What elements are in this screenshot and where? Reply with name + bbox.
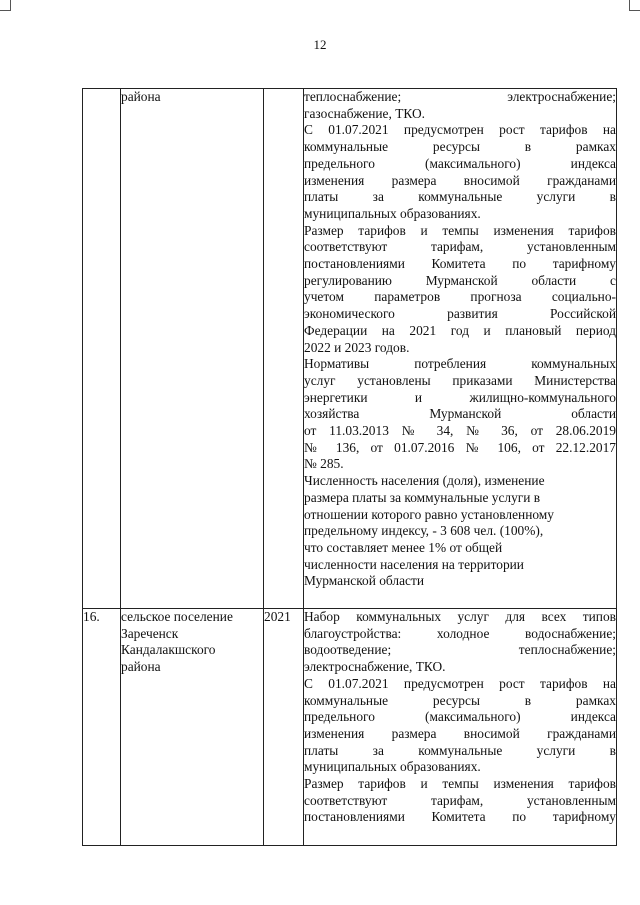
- description-line: численности населения на территории: [304, 556, 524, 572]
- description-line: Нормативы потребления коммунальных: [304, 356, 616, 372]
- description-line: водоотведение; теплоснабжение;: [304, 642, 616, 658]
- description-line: предельному индексу, - 3 608 чел. (100%),: [304, 523, 544, 539]
- description-line: энергетики и жилищно-коммунального: [304, 389, 616, 405]
- tariff-description-cell: [304, 609, 617, 846]
- description-line: Набор коммунальных услуг для всех типов: [304, 609, 616, 624]
- description-line: платы за коммунальные услуги в: [304, 742, 616, 758]
- municipality-line: Зареченск: [121, 625, 179, 641]
- row-number-cell: 16.: [83, 609, 121, 846]
- municipality-tariff-table: [82, 88, 617, 846]
- description-line: № 285.: [304, 456, 344, 472]
- municipality-cell: [121, 609, 264, 846]
- description-line: соответствуют тарифам, установленным: [304, 239, 616, 255]
- description-line: от 11.03.2013 № 34, № 36, от 28.06.2019: [304, 423, 616, 439]
- description-line: предельного (максимального) индекса: [304, 155, 616, 171]
- description-line: экономического развития Российской: [304, 306, 616, 322]
- municipality-line: Кандалакшского: [121, 642, 216, 658]
- description-line: муниципальных образованиях.: [304, 759, 481, 775]
- description-line: соответствуют тарифам, установленным: [304, 792, 616, 808]
- description-line: постановлениями Комитета по тарифному: [304, 256, 616, 272]
- municipality-cell: [121, 89, 264, 609]
- description-line: изменения размера вносимой гражданами: [304, 172, 616, 188]
- description-line: предельного (максимального) индекса: [304, 709, 616, 725]
- page-number: 12: [313, 37, 327, 52]
- description-line: № 136, от 01.07.2016 № 106, от 22.12.2017: [304, 439, 616, 455]
- table-row: [83, 609, 617, 846]
- year-cell: 2021: [264, 609, 304, 846]
- description-line: газоснабжение, ТКО.: [304, 105, 425, 121]
- description-line: электроснабжение, ТКО.: [304, 659, 446, 675]
- scan-corner-mark-right: [629, 0, 640, 11]
- table-row: [83, 89, 617, 609]
- year-cell: [264, 89, 304, 609]
- municipality-line: района: [121, 89, 161, 104]
- description-line: размера платы за коммунальные услуги в: [304, 489, 541, 505]
- tariff-description-cell: [304, 89, 617, 609]
- scan-corner-mark-left: [0, 0, 11, 11]
- description-line: благоустройства: холодное водоснабжение;: [304, 625, 616, 641]
- description-line: муниципальных образованиях.: [304, 205, 481, 221]
- description-line: учетом параметров прогноза социально-: [304, 289, 616, 305]
- description-line: услуг установлены приказами Министерства: [304, 372, 616, 388]
- description-line: С 01.07.2021 предусмотрен рост тарифов на: [304, 675, 616, 691]
- row-number-cell: [83, 89, 121, 609]
- description-line: коммунальные ресурсы в рамках: [304, 139, 616, 155]
- description-line: что составляет менее 1% от общей: [304, 539, 503, 555]
- description-line: 2022 и 2023 годов.: [304, 339, 410, 355]
- description-line: Федерации на 2021 год и плановый период: [304, 322, 616, 338]
- description-line: хозяйства Мурманской области: [304, 406, 616, 422]
- description-line: Мурманской области: [304, 573, 424, 589]
- description-line: С 01.07.2021 предусмотрен рост тарифов на: [304, 122, 616, 138]
- description-line: коммунальные ресурсы в рамках: [304, 692, 616, 708]
- description-line: теплоснабжение; электроснабжение;: [304, 89, 616, 104]
- description-line: изменения размера вносимой гражданами: [304, 725, 616, 741]
- municipality-line: сельское поселение: [121, 609, 233, 624]
- description-line: Размер тарифов и темпы изменения тарифов: [304, 776, 616, 792]
- description-line: Размер тарифов и темпы изменения тарифов: [304, 222, 616, 238]
- municipality-line: района: [121, 659, 161, 675]
- description-line: регулированию Мурманской области с: [304, 272, 616, 288]
- description-line: платы за коммунальные услуги в: [304, 189, 616, 205]
- description-line: Численность населения (доля), изменение: [304, 473, 545, 489]
- description-line: отношении которого равно установленному: [304, 506, 554, 522]
- description-line: постановлениями Комитета по тарифному: [304, 809, 616, 825]
